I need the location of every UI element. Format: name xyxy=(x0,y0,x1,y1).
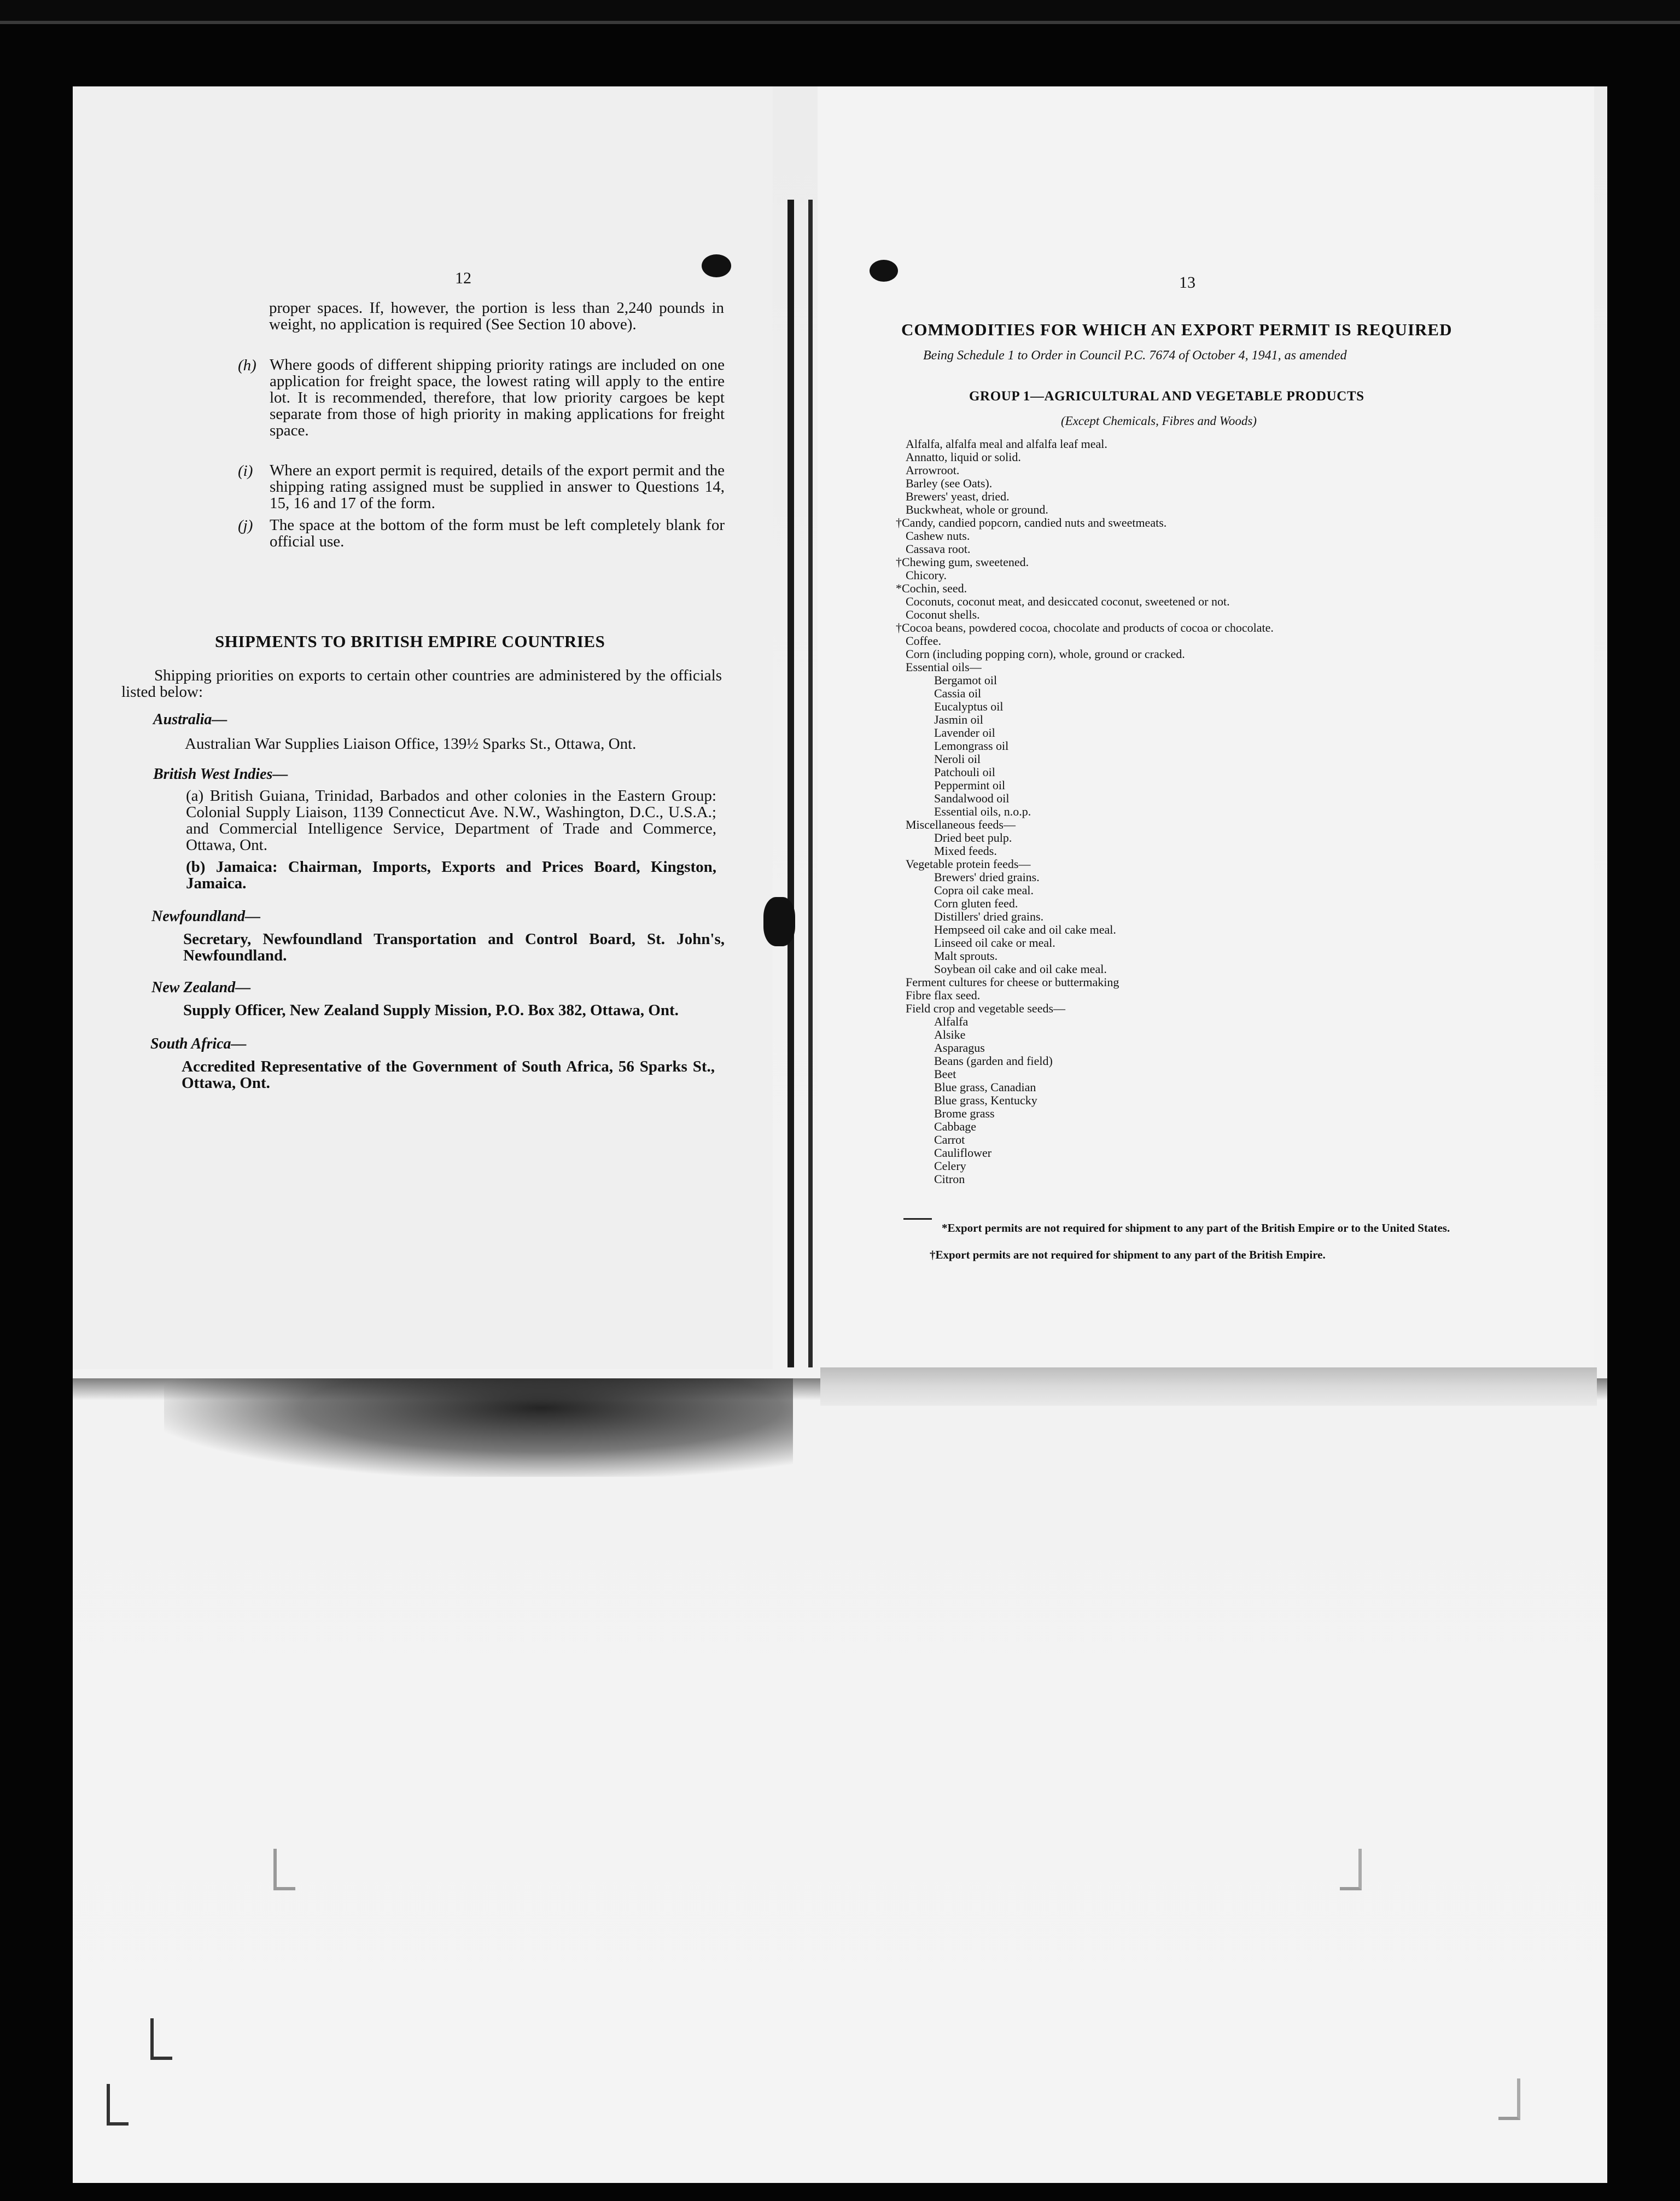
commodity-subitem: Cauliflower xyxy=(934,1146,992,1160)
commodity-subitem: Brewers' dried grains. xyxy=(934,870,1040,884)
commodity-item: Miscellaneous feeds— xyxy=(906,818,1016,831)
commodity-item: Ferment cultures for cheese or buttermaking xyxy=(906,975,1119,989)
commodity-item: †Cocoa beans, powdered cocoa, chocolate and products of cocoa or chocolate. xyxy=(896,621,1274,634)
commodity-item: *Cochin, seed. xyxy=(896,581,967,595)
item-letter: (i) xyxy=(238,462,253,480)
schedule-subtitle: Being Schedule 1 to Order in Council P.C. 7674 of October 4, 1941, as amended xyxy=(923,348,1347,363)
section-heading: SHIPMENTS TO BRITISH EMPIRE COUNTRIES xyxy=(215,632,605,651)
commodity-item: Coconut shells. xyxy=(906,608,980,621)
schedule-title: COMMODITIES FOR WHICH AN EXPORT PERMIT IS REQUIRED xyxy=(901,320,1452,339)
commodity-item: Essential oils— xyxy=(906,660,982,674)
commodity-subitem: Beet xyxy=(934,1067,956,1081)
binding-hole-left xyxy=(702,254,731,277)
crop-mark xyxy=(273,1849,295,1890)
commodity-item: †Candy, candied popcorn, candied nuts and sweetmeats. xyxy=(896,516,1167,529)
footnote-asterisk: *Export permits are not required for shipment to any part of the British Empire or to the United States. xyxy=(942,1221,1450,1235)
footnote-dagger: †Export permits are not required for shipment to any part of the British Empire. xyxy=(930,1248,1326,1261)
commodity-subitem: Neroli oil xyxy=(934,752,981,766)
region-label: South Africa— xyxy=(150,1035,247,1052)
commodity-item: Arrowroot. xyxy=(906,463,960,477)
region-entry: Secretary, Newfoundland Transportation and Control Board, St. John's, Newfoundland. xyxy=(183,930,725,964)
crop-mark xyxy=(1340,1849,1362,1890)
commodity-subitem: Alsike xyxy=(934,1028,966,1041)
commodity-subitem: Eucalyptus oil xyxy=(934,700,1004,713)
commodity-subitem: Citron xyxy=(934,1172,965,1186)
item-letter: (j) xyxy=(238,517,253,534)
section-intro: Shipping priorities on exports to certain other countries are administered by the officials listed below: xyxy=(121,667,722,701)
commodity-subitem: Hempseed oil cake and oil cake meal. xyxy=(934,923,1116,936)
group-subheading: (Except Chemicals, Fibres and Woods) xyxy=(1061,414,1257,428)
footnote-rule xyxy=(903,1218,932,1220)
commodity-subitem: Distillers' dried grains. xyxy=(934,910,1044,923)
page-bottom-edge xyxy=(820,1367,1597,1406)
commodity-item: Coconuts, coconut meat, and desiccated coconut, sweetened or not. xyxy=(906,595,1230,608)
commodity-subitem: Cabbage xyxy=(934,1120,976,1133)
commodity-item: Annatto, liquid or solid. xyxy=(906,450,1021,464)
group-heading: GROUP 1—AGRICULTURAL AND VEGETABLE PRODUCTS xyxy=(969,389,1364,404)
book-gutter xyxy=(788,200,794,1367)
crop-mark xyxy=(150,2018,172,2060)
list-item xyxy=(238,357,725,439)
page-number-left: 12 xyxy=(455,269,471,287)
book-gutter-edge xyxy=(808,200,813,1367)
commodity-subitem: Peppermint oil xyxy=(934,778,1006,792)
item-text: The space at the bottom of the form must be left completely blank for official use. xyxy=(270,516,725,550)
commodity-subitem: Essential oils, n.o.p. xyxy=(934,805,1031,818)
region-entry: (a) British Guiana, Trinidad, Barbados and other colonies in the Eastern Group: Colonial Supply Liaison, 1139 Connecticut Ave. N.W., Washington, D.C., U.S.A.; and Commercial Intelligence Service, Department of Trade and Commerce, Ottawa, Ont. xyxy=(186,787,716,854)
commodity-item: Buckwheat, whole or ground. xyxy=(906,503,1048,516)
commodity-item: Brewers' yeast, dried. xyxy=(906,490,1010,503)
commodity-subitem: Alfalfa xyxy=(934,1015,969,1028)
commodity-subitem: Blue grass, Canadian xyxy=(934,1080,1036,1094)
commodity-item: Vegetable protein feeds— xyxy=(906,857,1031,871)
list-item xyxy=(238,517,725,550)
commodity-item: Coffee. xyxy=(906,634,941,648)
commodity-subitem: Lavender oil xyxy=(934,726,995,740)
commodity-list xyxy=(896,438,1497,1186)
commodity-subitem: Corn gluten feed. xyxy=(934,896,1018,910)
film-border-top xyxy=(0,0,1680,24)
crop-mark xyxy=(1498,2078,1520,2120)
commodity-subitem: Copra oil cake meal. xyxy=(934,883,1034,897)
item-text: Where an export permit is required, details of the export permit and the shipping rating assigned must be supplied in answer to Questions 14, 15, 16 and 17 of the form. xyxy=(270,462,725,512)
commodity-subitem: Patchouli oil xyxy=(934,765,995,779)
region-entry: (b) Jamaica: Chairman, Imports, Exports and Prices Board, Kingston, Jamaica. xyxy=(186,858,716,892)
commodity-subitem: Brome grass xyxy=(934,1107,995,1120)
item-letter: (h) xyxy=(238,357,256,374)
commodity-subitem: Blue grass, Kentucky xyxy=(934,1093,1037,1107)
commodity-subitem: Asparagus xyxy=(934,1041,985,1055)
commodity-subitem: Sandalwood oil xyxy=(934,791,1010,805)
commodity-subitem: Cassia oil xyxy=(934,686,982,700)
region-entry: Accredited Representative of the Government of South Africa, 56 Sparks St., Ottawa, Ont. xyxy=(182,1058,715,1092)
region-label: New Zealand— xyxy=(151,979,251,996)
commodity-item: Chicory. xyxy=(906,568,947,582)
commodity-subitem: Jasmin oil xyxy=(934,713,983,726)
region-label: Newfoundland— xyxy=(151,908,261,925)
region-entry: Supply Officer, New Zealand Supply Mission, P.O. Box 382, Ottawa, Ont. xyxy=(183,1001,679,1019)
commodity-subitem: Soybean oil cake and oil cake meal. xyxy=(934,962,1107,976)
commodity-subitem: Beans (garden and field) xyxy=(934,1054,1053,1068)
item-text: Where goods of different shipping priority ratings are included on one application for freight space, the lowest rating will apply to the entire lot. It is recommended, therefore, that low priority cargoes be kept separate from those of high priority in making applications for freight space. xyxy=(270,356,725,439)
commodity-item: Alfalfa, alfalfa meal and alfalfa leaf meal. xyxy=(906,437,1107,451)
crop-mark xyxy=(107,2084,129,2126)
continuation-paragraph: proper spaces. If, however, the portion is less than 2,240 pounds in weight, no application is required (See Section 10 above). xyxy=(269,299,724,333)
commodity-subitem: Malt sprouts. xyxy=(934,949,998,963)
commodity-subitem: Dried beet pulp. xyxy=(934,831,1012,845)
commodity-item: Cassava root. xyxy=(906,542,971,556)
book-shadow xyxy=(164,1378,793,1477)
commodity-subitem: Lemongrass oil xyxy=(934,739,1009,753)
region-label: British West Indies— xyxy=(153,766,288,783)
commodity-subitem: Linseed oil cake or meal. xyxy=(934,936,1055,950)
commodity-subitem: Bergamot oil xyxy=(934,673,998,687)
region-entry: Australian War Supplies Liaison Office, 139½ Sparks St., Ottawa, Ont. xyxy=(185,735,637,753)
binding-staple xyxy=(763,897,795,946)
commodity-item: Barley (see Oats). xyxy=(906,476,993,490)
commodity-item: Corn (including popping corn), whole, ground or cracked. xyxy=(906,647,1185,661)
page-number-right: 13 xyxy=(1179,273,1195,292)
list-item xyxy=(238,462,725,511)
commodity-item: Cashew nuts. xyxy=(906,529,970,543)
commodity-subitem: Mixed feeds. xyxy=(934,844,997,858)
commodity-item: Field crop and vegetable seeds— xyxy=(906,1001,1066,1015)
region-label: Australia— xyxy=(153,711,228,728)
commodity-subitem: Carrot xyxy=(934,1133,965,1146)
commodity-item: Fibre flax seed. xyxy=(906,988,981,1002)
binding-hole-right xyxy=(870,260,898,282)
commodity-item: †Chewing gum, sweetened. xyxy=(896,555,1029,569)
commodity-subitem: Celery xyxy=(934,1159,966,1173)
